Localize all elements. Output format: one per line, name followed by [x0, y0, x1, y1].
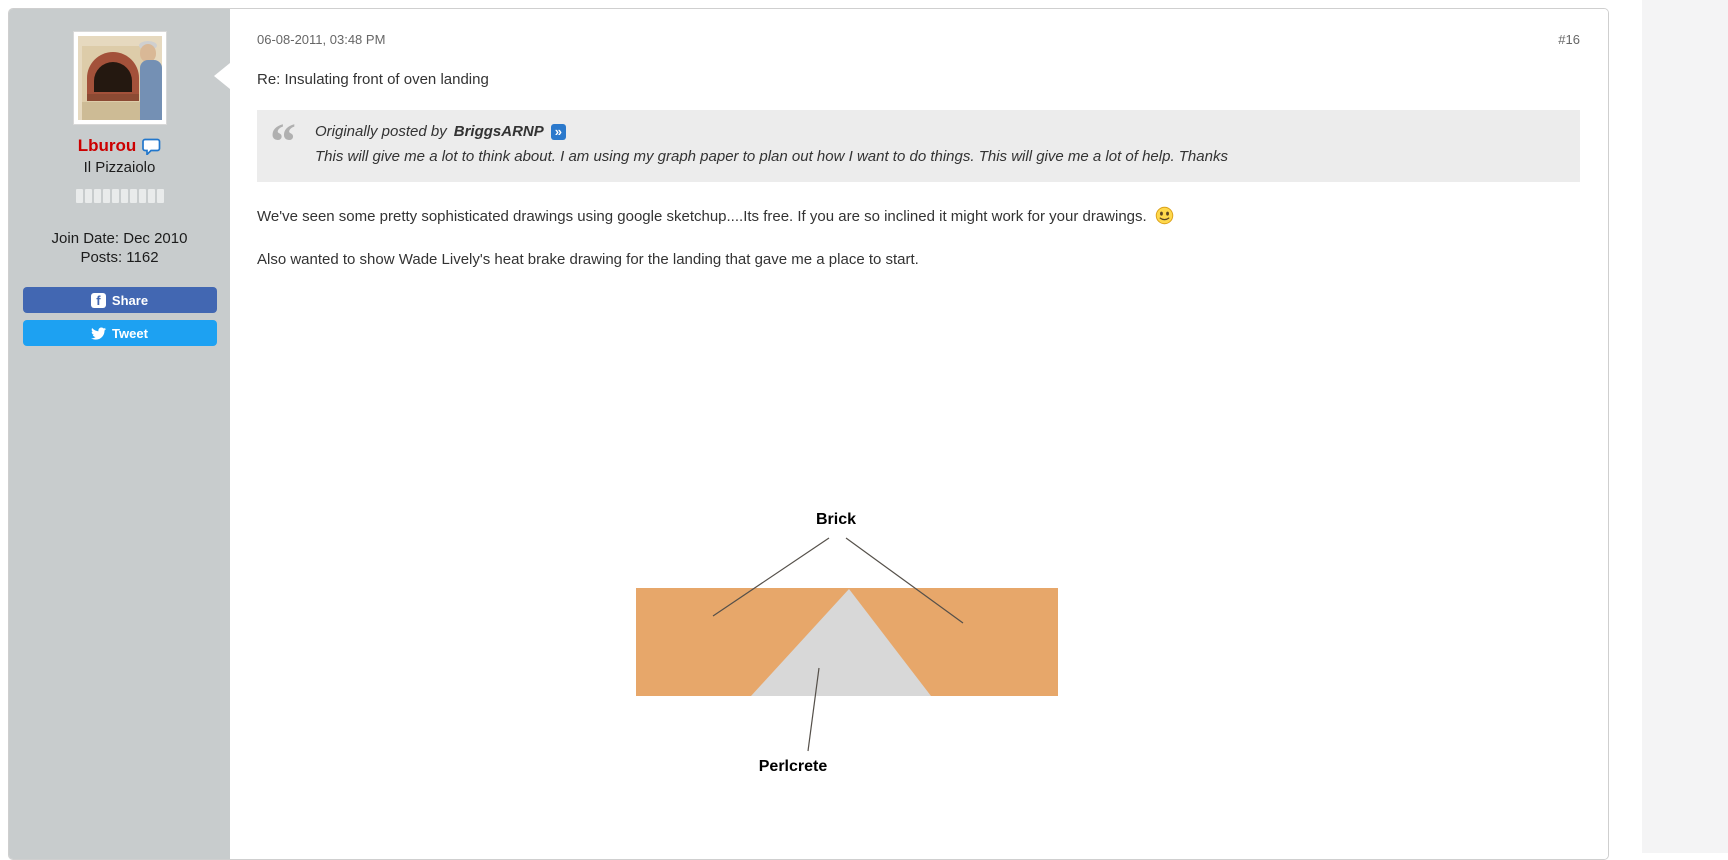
- reputation-segment: [139, 189, 146, 203]
- post-title: Re: Insulating front of oven landing: [257, 71, 489, 88]
- quote-attribution: Originally posted by: [315, 123, 447, 140]
- quote-text: This will give me a lot to think about. I am using my graph paper to plan out how I want to do things. This will give me a lot of help. Thanks: [315, 148, 1228, 165]
- reputation-segment: [130, 189, 137, 203]
- diagram-label-perlcrete: Perlcrete: [758, 758, 828, 775]
- post-content: [230, 9, 1608, 859]
- facebook-share-button[interactable]: [23, 287, 217, 313]
- brick-leader-line-left: [713, 538, 829, 616]
- oven-base-shape: [82, 102, 144, 120]
- perlcrete-wedge-shape: [751, 589, 931, 696]
- forum-post-card: [8, 8, 1609, 860]
- tweet-button-label: Tweet: [112, 325, 148, 341]
- message-bubble-icon[interactable]: [142, 138, 161, 155]
- post-paragraph-1: [257, 206, 1580, 226]
- oven-opening-shape: [94, 62, 132, 92]
- username-link[interactable]: Lburou: [77, 136, 137, 155]
- pizza-oven-avatar-image: [78, 36, 162, 120]
- person-body-shape: [140, 60, 162, 120]
- user-title: Il Pizzaiolo: [83, 159, 156, 176]
- twitter-bird-icon: [91, 327, 106, 340]
- perlcrete-leader-line: [808, 668, 819, 751]
- reputation-bar: [9, 189, 230, 203]
- join-date: Join Date: Dec 2010: [51, 230, 188, 247]
- quote-author-link[interactable]: BriggsARNP: [453, 123, 544, 140]
- reputation-segment: [121, 189, 128, 203]
- brick-slab-shape: [636, 588, 1058, 696]
- postbit-pointer: [214, 63, 230, 89]
- heat-brake-drawing: [230, 449, 1130, 829]
- post-number-link[interactable]: #16: [1558, 32, 1580, 47]
- post-date: 06-08-2011, 03:48 PM: [257, 32, 386, 47]
- reputation-segment: [112, 189, 119, 203]
- avatar[interactable]: [73, 31, 167, 125]
- reputation-segment: [85, 189, 92, 203]
- paragraph-1-text: We've seen some pretty sophisticated drawings using google sketchup....Its free. If you are so inclined it might work for your drawings.: [257, 208, 1147, 225]
- view-post-icon[interactable]: »: [551, 124, 566, 140]
- brick-leader-line-right: [846, 538, 963, 623]
- post-paragraph-2: Also wanted to show Wade Lively's heat brake drawing for the landing that gave me a place to start.: [257, 251, 919, 268]
- oven-hearth-shape: [87, 94, 139, 101]
- reputation-segment: [157, 189, 164, 203]
- facebook-icon: f: [91, 293, 106, 308]
- reputation-segment: [148, 189, 155, 203]
- smile-emoji-icon: [1155, 206, 1174, 225]
- share-button-label: Share: [111, 292, 149, 308]
- diagram-label-brick: Brick: [815, 511, 857, 528]
- reputation-segment: [94, 189, 101, 203]
- reputation-segment: [103, 189, 110, 203]
- tweet-button[interactable]: [23, 320, 217, 346]
- reputation-segment: [76, 189, 83, 203]
- quote-block: [257, 110, 1580, 182]
- user-sidebar: [9, 9, 230, 859]
- page-right-gutter: [1642, 0, 1728, 853]
- post-count: Posts: 1162: [80, 249, 159, 266]
- quotation-mark-icon: “: [270, 114, 296, 171]
